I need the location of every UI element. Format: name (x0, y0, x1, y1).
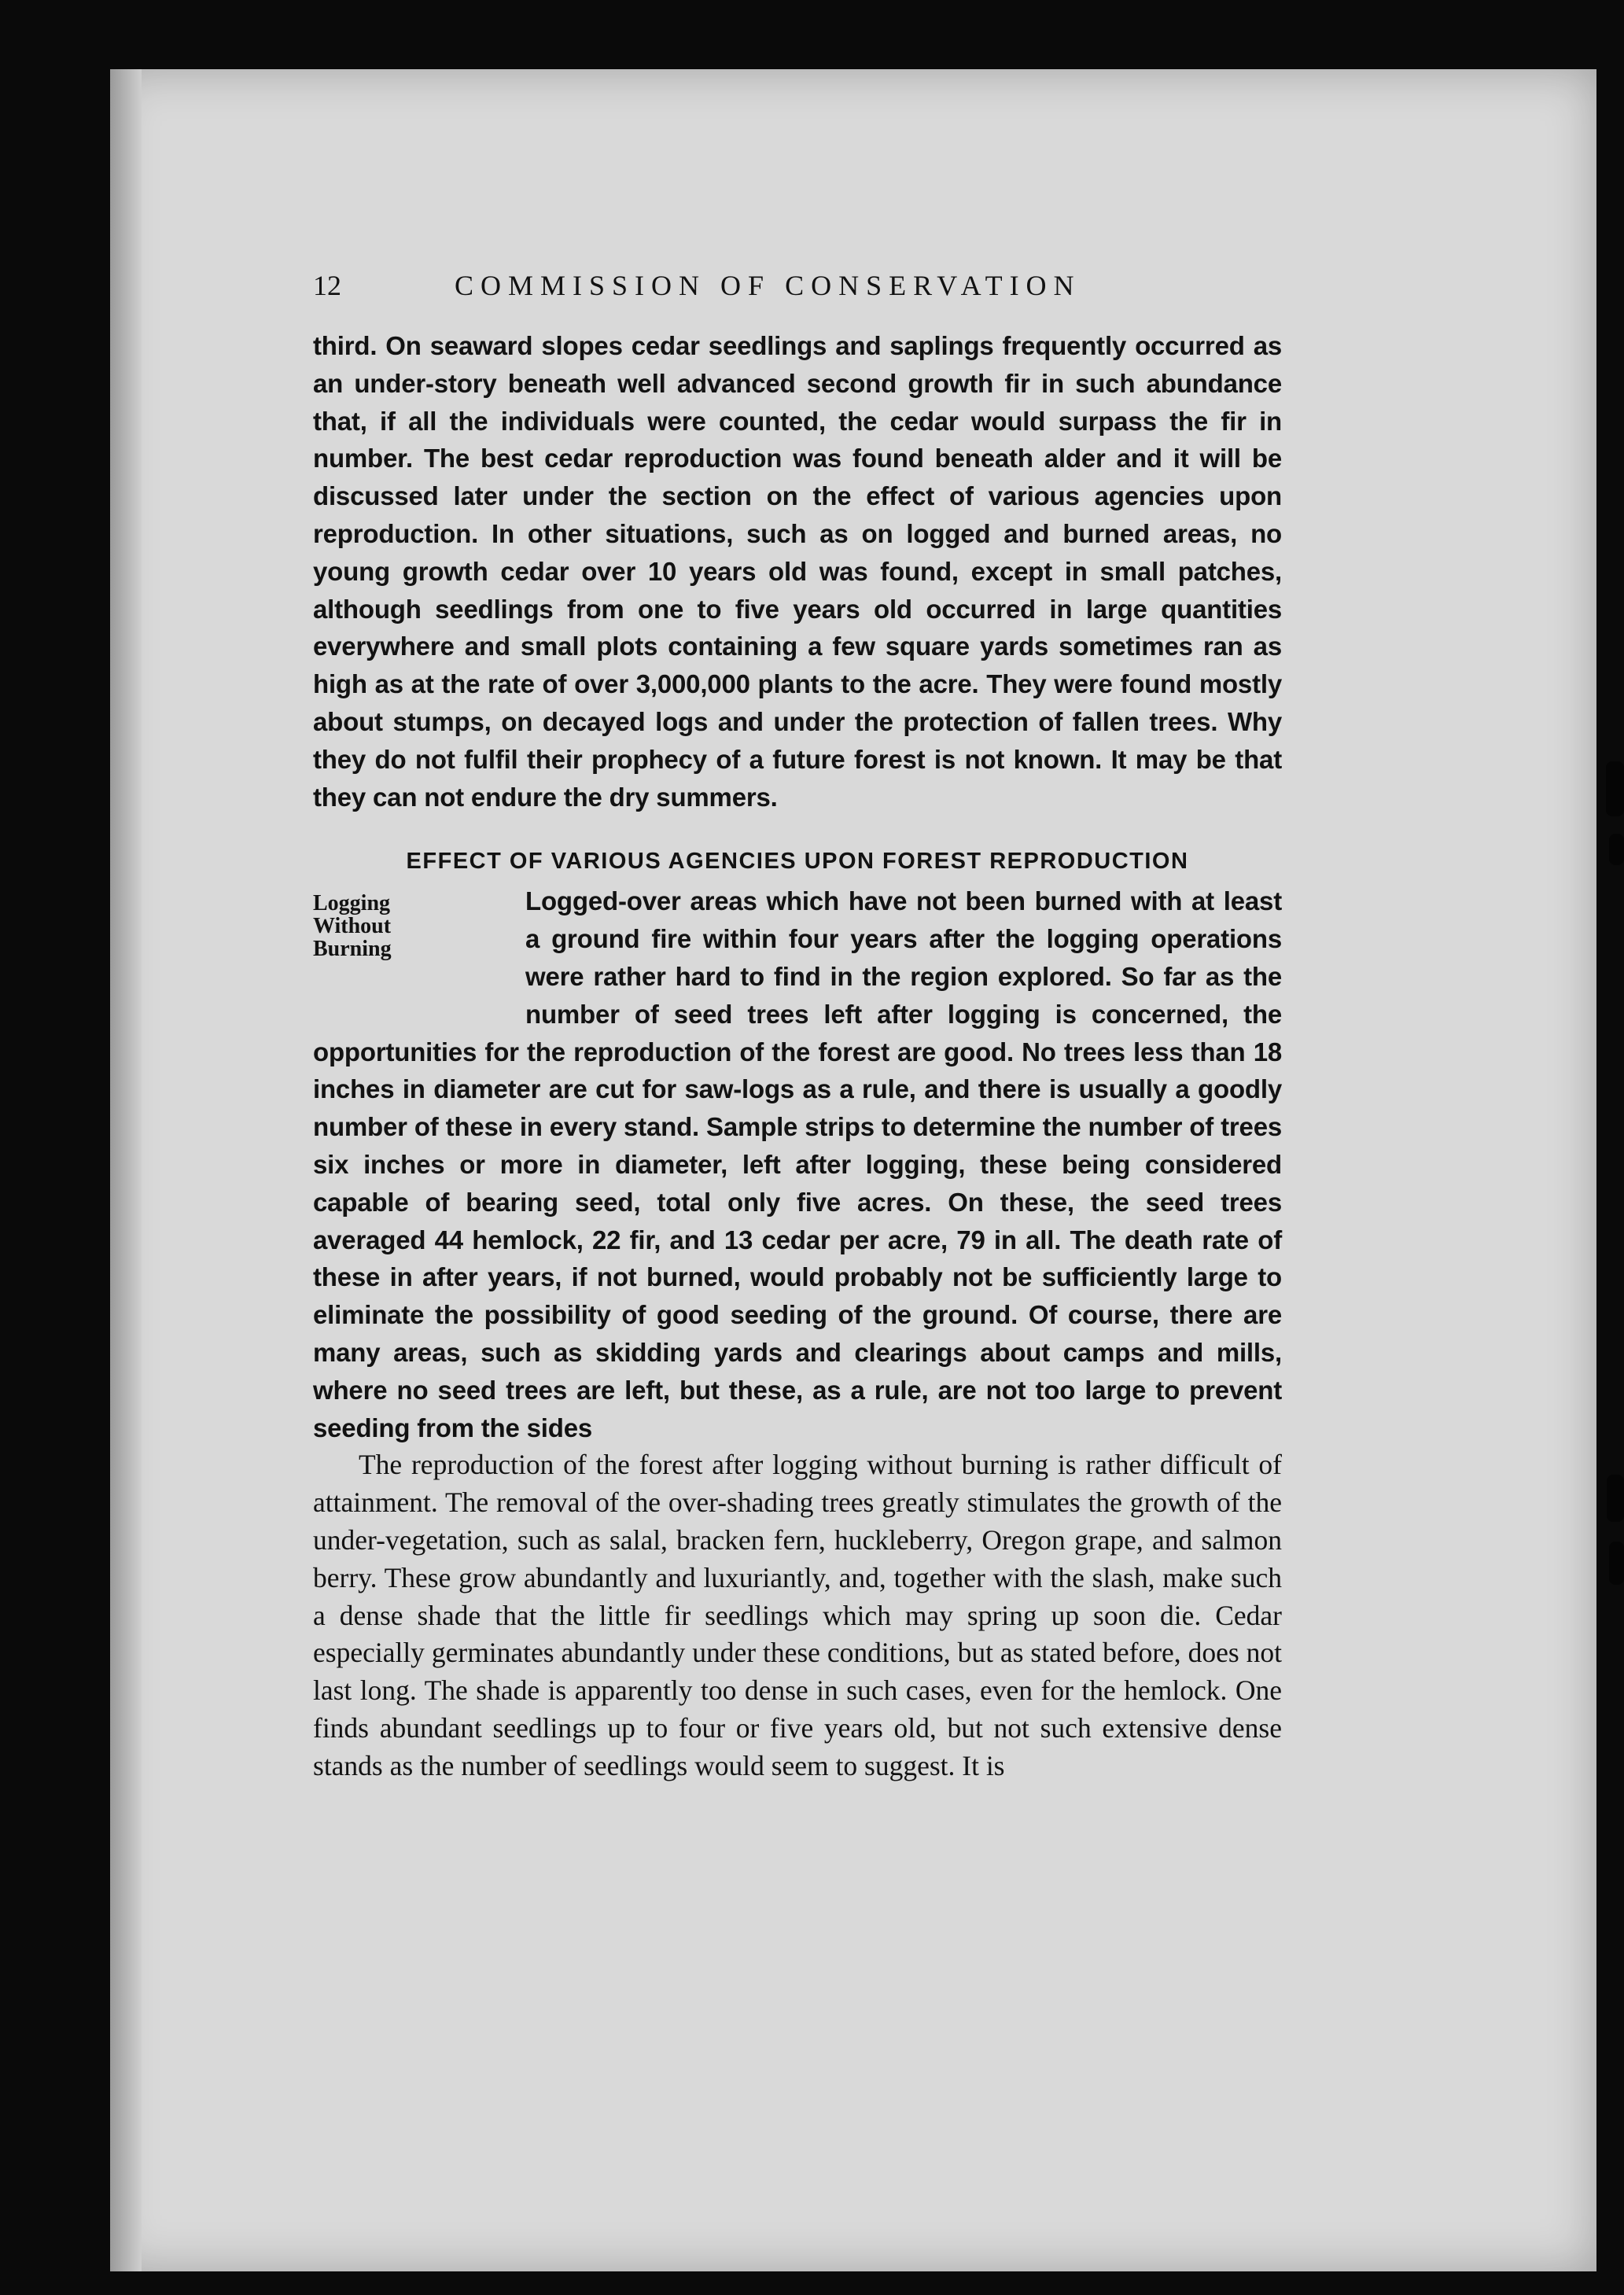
paragraph-continuation: third. On seaward slopes cedar seedlings and saplings frequently occurred as an under-story beneath well advanced second growth fir in such abundance that, if all the individuals were counted, the cedar would surpass the fir in number. The best cedar reproduction was found beneath alder and it will be discussed later under the section on the effect of various agencies upon reproduction. In other situations, such as on logged and burned areas, no young growth cedar over 10 years old was found, except in small patches, although seedlings from one to five years old occurred in large quantities everywhere and small plots containing a few square yards sometimes ran as high as at the rate of over 3,000,000 plants to the acre. They were found mostly about stumps, on decayed logs and under the protection of fallen trees. Why they do not fulfil their prophecy of a future forest is not known. It may be that they can not endure the dry summers. (313, 331, 1282, 812)
margin-note-line: Logging (313, 891, 391, 916)
running-title: COMMISSION OF CONSERVATION (455, 270, 1081, 301)
margin-note (313, 882, 525, 1010)
page-text (313, 269, 1282, 1785)
page-number: 12 (313, 270, 341, 301)
paragraph-logging-without-burning: Logged-over areas which have not been burned with at least a ground fire within four years after the logging operations were rather hard to find in the region explored. So far as the number of seed trees left after logging is concerned, the opportunities for the reproduction of the forest are good. No trees less than 18 inches in diameter are cut for saw-logs as a rule, and there is usually a goodly number of these in every stand. Sample strips to determine the number of trees six inches or more in diameter, left after logging, these being considered capable of bearing seed, total only five acres. On these, the seed trees averaged 44 hemlock, 22 fir, and 13 cedar per acre, 79 in all. The death rate of these in after years, if not burned, would probably not be sufficiently large to eliminate the possibility of good seeding of the ground. Of course, there are many areas, such as skidding yards and clearings about camps and mills, where no seed trees are left, but these, as a rule, are not too large to prevent seeding from the sides (313, 886, 1282, 1442)
paragraph-reproduction: The reproduction of the forest after logging without burning is rather difficult of attainment. The removal of the over-shading trees greatly stimulates the growth of the under-vegetation, such as salal, bracken fern, huckleberry, Oregon grape, and salmon berry. These grow abundantly and luxuriantly, and, together with the slash, make such a dense shade that the little fir seedlings which may spring up soon die. Cedar especially germinates abundantly under these conditions, but as stated before, does not last long. The shade is apparently too dense in such cases, even for the hemlock. One finds abundant seedlings up to four or five years old, but not such extensive dense stands as the number of seedlings would seem to suggest. It is (313, 1449, 1282, 1781)
binding-mark (1609, 1542, 1624, 1585)
running-head (313, 269, 1282, 316)
binding-mark (1609, 834, 1624, 865)
binding-mark (1607, 1475, 1624, 1522)
binding-mark (1606, 761, 1624, 816)
page-gutter (110, 69, 142, 2271)
margin-note-line: Burning (313, 937, 392, 962)
section-heading: EFFECT OF VARIOUS AGENCIES UPON FOREST REPRODUCTION (406, 849, 1189, 875)
margin-note-line: Without (313, 914, 392, 939)
